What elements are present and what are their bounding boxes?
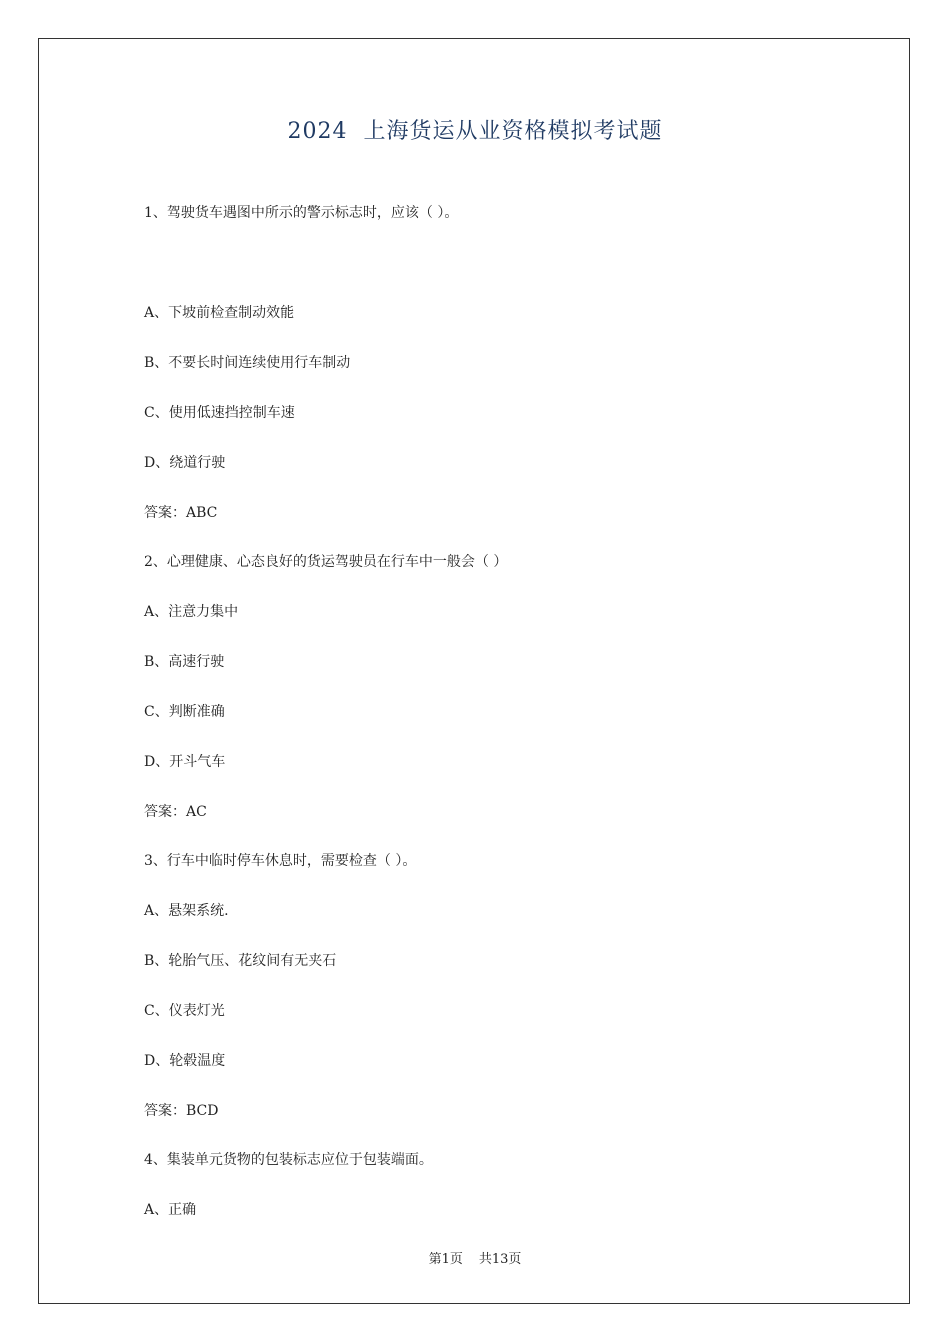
question-2-option-c: C、判断准确	[144, 704, 225, 720]
question-1-option-d: D、绕道行驶	[144, 455, 226, 471]
question-3-option-b: B、轮胎气压、花纹间有无夹石	[144, 953, 337, 969]
question-1-option-c: C、使用低速挡控制车速	[144, 405, 295, 421]
question-3-answer: 答案：BCD	[144, 1103, 219, 1119]
question-2-option-a: A、注意力集中	[144, 604, 239, 620]
question-1-option-b: B、不要长时间连续使用行车制动	[144, 355, 351, 371]
page-footer	[0, 1248, 950, 1267]
question-1-option-a: A、下坡前检查制动效能	[144, 305, 295, 321]
page-count: 共13页	[478, 1252, 522, 1267]
document-title: 2024 上海货运从业资格模拟考试题	[287, 119, 663, 144]
question-1: 1、驾驶货车遇图中所示的警示标志时，应该（ ）。	[144, 205, 459, 221]
question-2-answer: 答案：AC	[144, 804, 207, 820]
question-4: 4、集装单元货物的包装标志应位于包装端面。	[144, 1152, 433, 1168]
question-2-option-b: B、高速行驶	[144, 654, 225, 670]
question-2-option-d: D、开斗气车	[144, 754, 226, 770]
question-3: 3、行车中临时停车休息时，需要检查（ ）。	[144, 853, 417, 869]
question-3-option-c: C、仪表灯光	[144, 1003, 225, 1019]
question-2: 2、心理健康、心态良好的货运驾驶员在行车中一般会（ ）	[144, 554, 508, 570]
page-number: 第1页	[428, 1252, 463, 1267]
question-3-option-a: A、悬架系统.	[144, 903, 229, 919]
question-4-option-a: A、正确	[144, 1202, 197, 1218]
question-1-answer: 答案：ABC	[144, 505, 218, 521]
question-3-option-d: D、轮毂温度	[144, 1053, 226, 1069]
